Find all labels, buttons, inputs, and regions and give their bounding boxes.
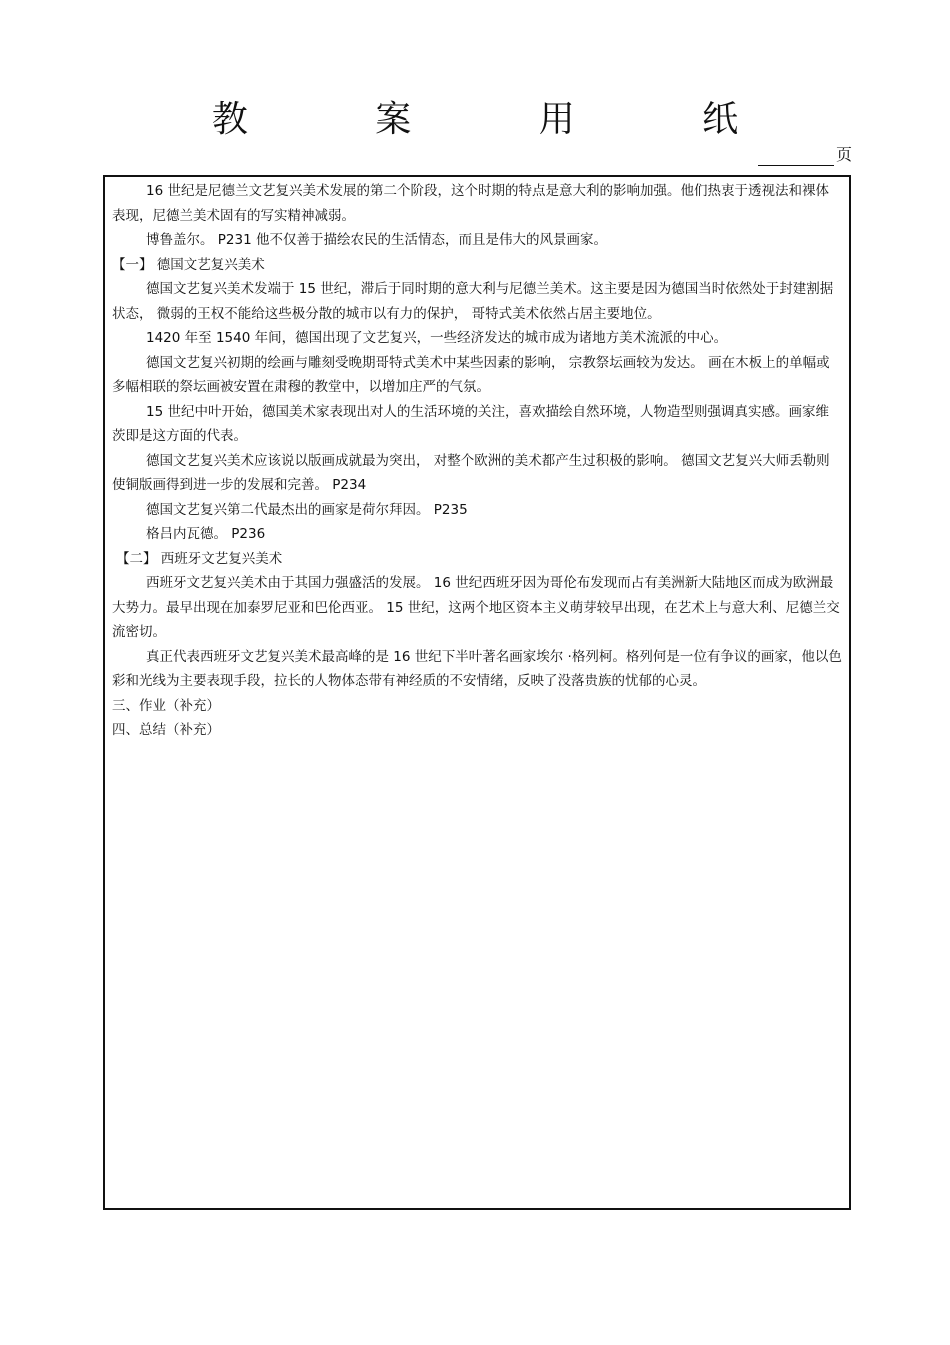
paragraph: 格吕内瓦德。 P236 <box>146 526 266 542</box>
page-label: 页 <box>836 145 853 164</box>
page-number-blank <box>758 149 834 166</box>
paragraph: 德国文艺复兴第二代最杰出的画家是荷尔拜因。 P235 <box>146 501 468 518</box>
section-heading: 三、作业（补充） <box>112 697 220 714</box>
paragraph: 真正代表西班牙文艺复兴美术最高峰的是 16 世纪下半叶著名画家埃尔 ·格列柯。格列何是一位有争议的画家，他以色彩和光线为主要表现手段，拉长的人物体态带有神经质的不安情绪，反映了没落贵族的忧郁的心灵。 <box>112 648 842 689</box>
content-box <box>103 175 851 1210</box>
page-number-field <box>758 144 852 166</box>
paragraph: 1420 年至 1540 年间，德国出现了文艺复兴，一些经济发达的城市成为诸地方美术流派的中心。 <box>146 330 728 346</box>
paragraph: 德国文艺复兴美术应该说以版画成就最为突出， 对整个欧洲的美术都产生过积极的影响。 德国文艺复兴大师丢勒则使铜版画得到进一步的发展和完善。 P234 <box>112 452 830 493</box>
paragraph: 德国文艺复兴初期的绘画与雕刻受晚期哥特式美术中某些因素的影响， 宗教祭坛画较为发达。 画在木板上的单幅或多幅相联的祭坛画被安置在肃穆的教堂中，以增加庄严的气氛。 <box>112 354 830 395</box>
body-text <box>112 179 842 743</box>
page-title: 教 案 用 纸 <box>211 99 797 140</box>
paragraph: 16 世纪是尼德兰文艺复兴美术发展的第二个阶段，这个时期的特点是意大利的影响加强。他们热衷于透视法和裸体表现，尼德兰美术固有的写实精神减弱。 <box>112 183 829 224</box>
paragraph: 德国文艺复兴美术发端于 15 世纪，滞后于同时期的意大利与尼德兰美术。这主要是因为德国当时依然处于封建割据状态， 微弱的王权不能给这些极分散的城市以有力的保护， 哥特式美术依然占居主要地位。 <box>112 281 834 322</box>
paragraph: 15 世纪中叶开始，德国美术家表现出对人的生活环境的关注，喜欢描绘自然环境，人物造型则强调真实感。画家维茨即是这方面的代表。 <box>112 403 829 444</box>
paragraph: 西班牙文艺复兴美术由于其国力强盛活的发展。 16 世纪西班牙因为哥伦布发现而占有美洲新大陆地区而成为欧洲最大势力。最早出现在加泰罗尼亚和巴伦西亚。 15 世纪，这两个地区资本主义萌芽较早出现，在艺术上与意大利、尼德兰交流密切。 <box>112 575 840 640</box>
paragraph: 博鲁盖尔。 P231 他不仅善于描绘农民的生活情态，而且是伟大的风景画家。 <box>146 232 607 248</box>
section-heading: 【一】 德国文艺复兴美术 <box>112 256 265 273</box>
section-heading: 【二】 西班牙文艺复兴美术 <box>116 550 283 567</box>
section-heading: 四、总结（补充） <box>112 722 220 738</box>
